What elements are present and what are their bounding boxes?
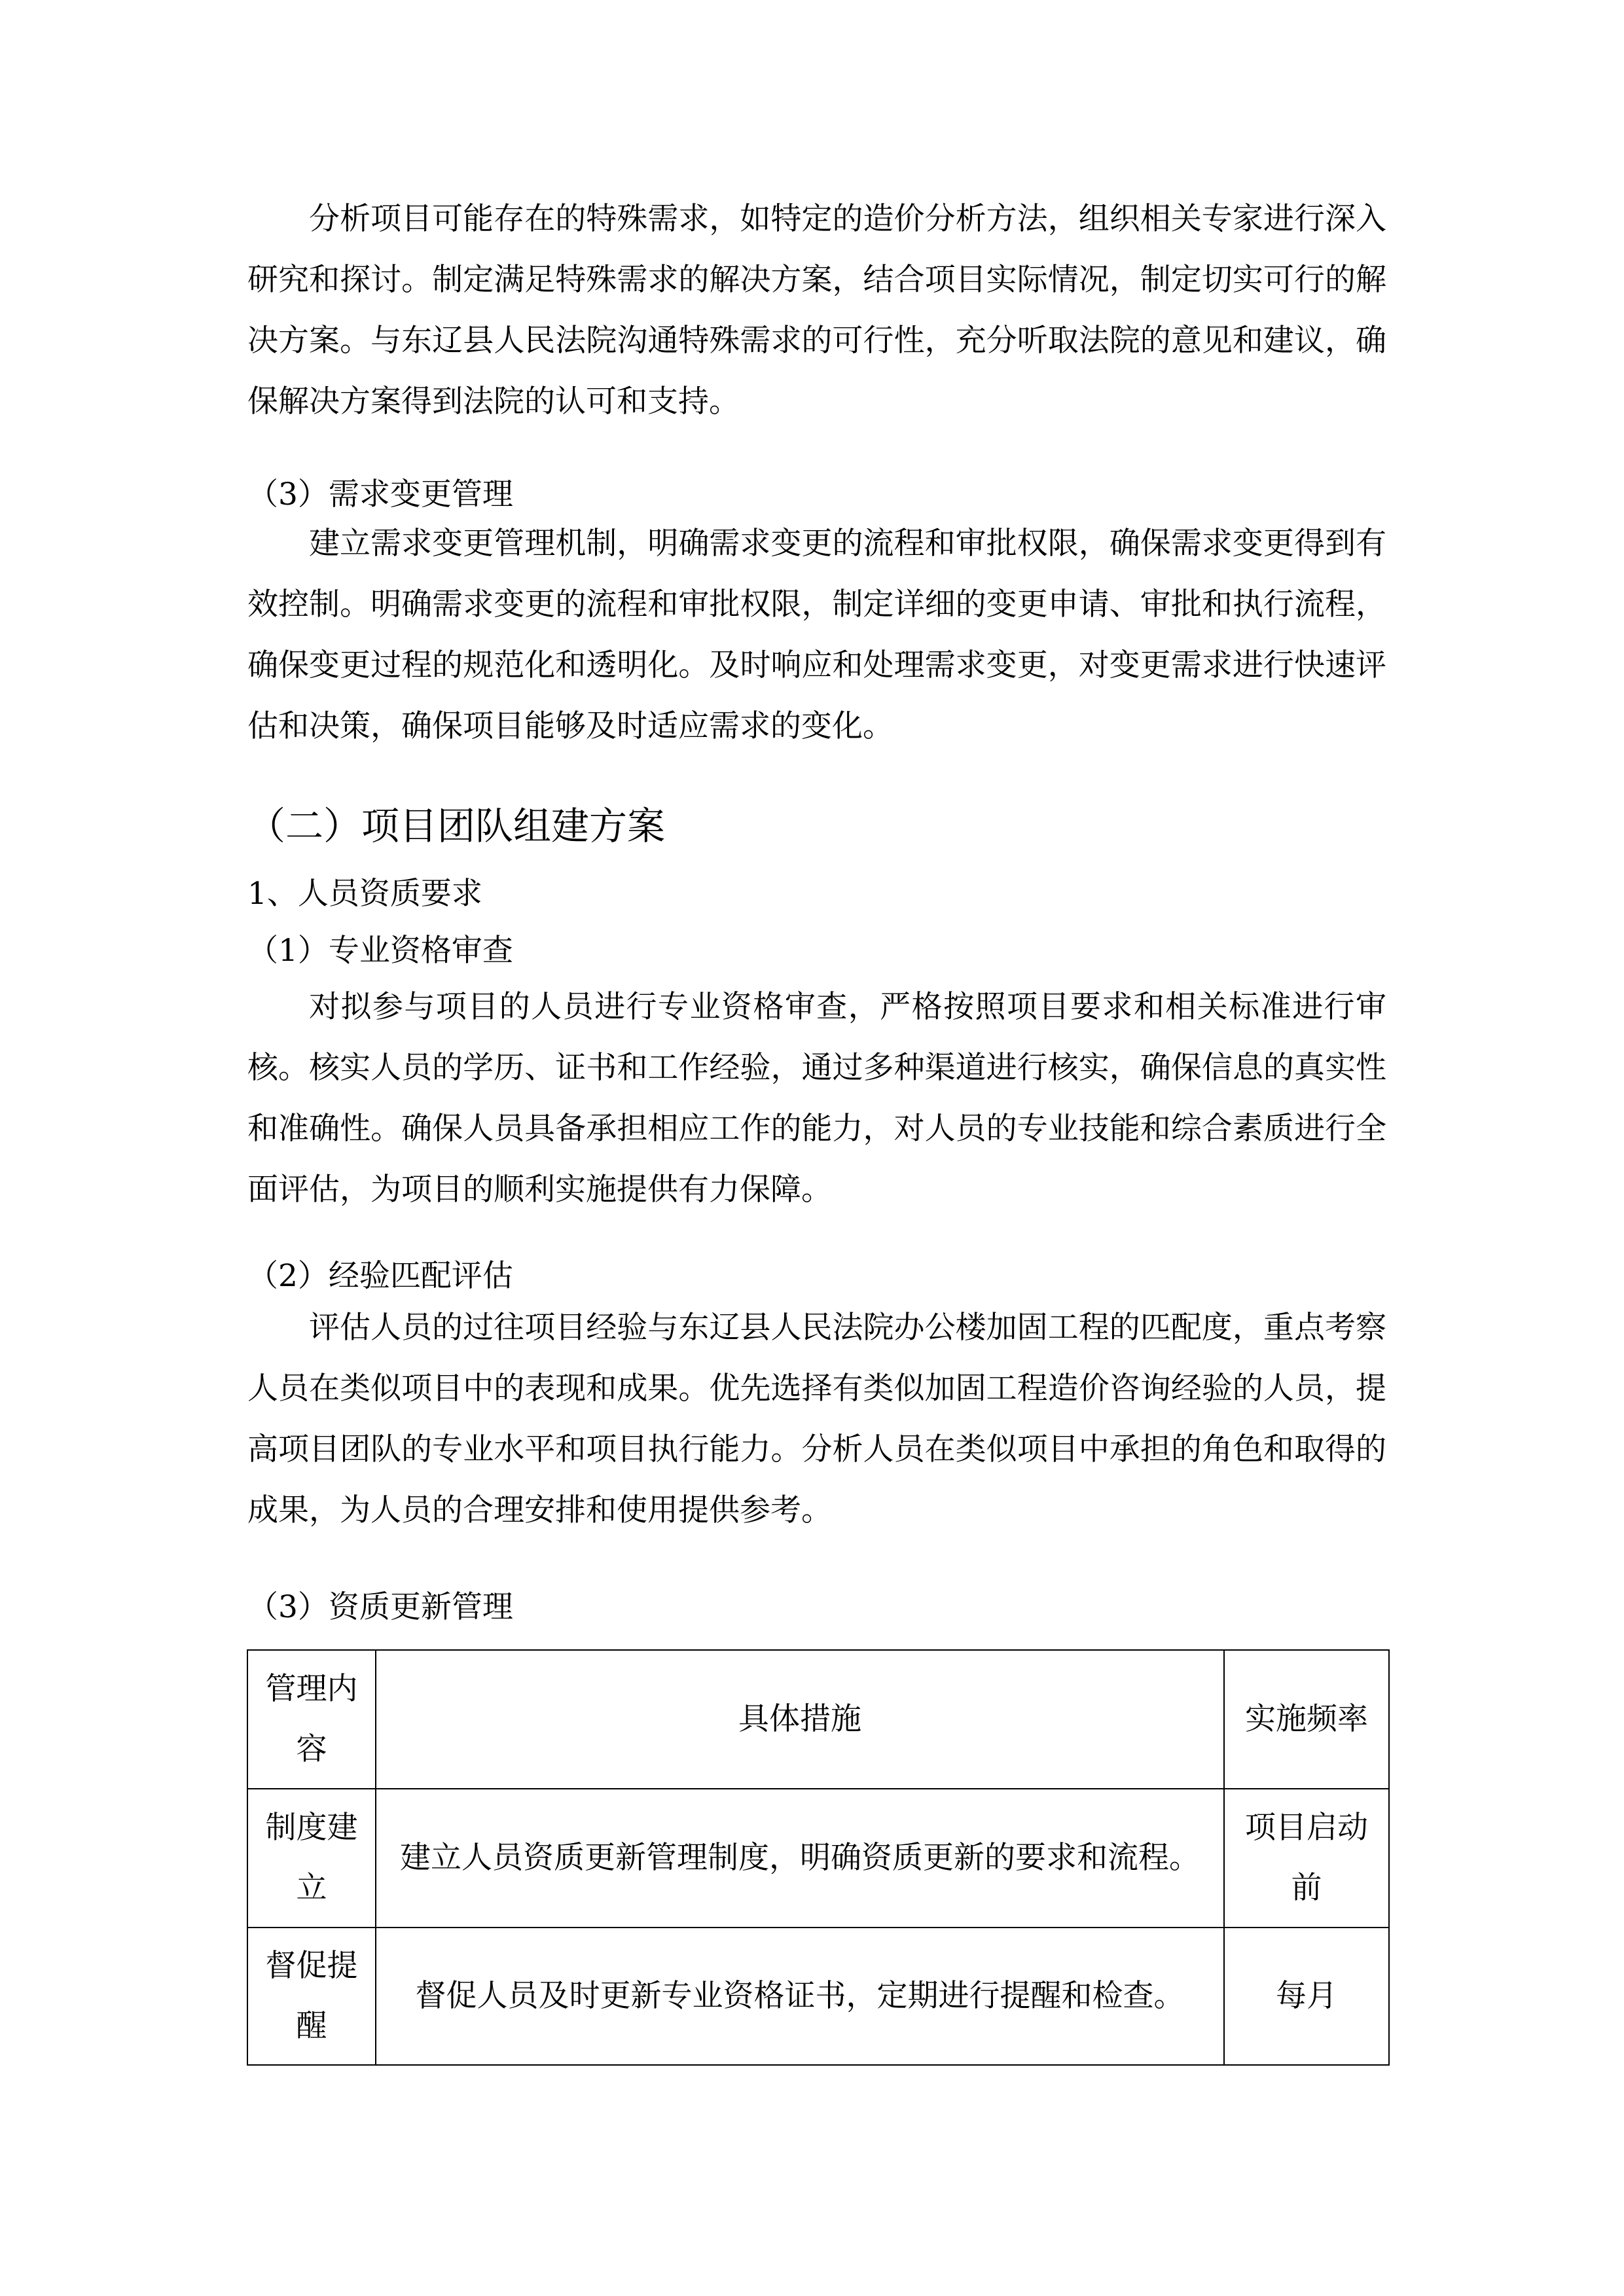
table-row: [247, 1928, 1389, 2065]
section-title: （二）项目团队组建方案: [247, 804, 666, 848]
paragraph-qualification-review: 对拟参与项目的人员进行专业资格审查，严格按照项目要求和相关标准进行审核。核实人员的学历、证书和工作经验，通过多种渠道进行核实，确保信息的真实性和准确性。确保人员具备承担相应工作的能力，对人员的专业技能和综合素质进行全面评估，为项目的顺利实施提供有力保障。: [247, 989, 1386, 1208]
table-header-row: [247, 1650, 1389, 1789]
table-header-cell: 管理内容: [247, 1650, 376, 1789]
heading-qualification-review: （1）专业资格审查: [247, 933, 513, 969]
qualification-update-table: [247, 1649, 1390, 2066]
table-cell: 每月: [1224, 1928, 1389, 2065]
heading-change-management: （3）需求变更管理: [247, 476, 513, 512]
paragraph-special-needs: 分析项目可能存在的特殊需求，如特定的造价分析方法，组织相关专家进行深入研究和探讨。制定满足特殊需求的解决方案，结合项目实际情况，制定切实可行的解决方案。与东辽县人民法院沟通特殊需求的可行性，充分听取法院的意见和建议，确保解决方案得到法院的认可和支持。: [247, 201, 1386, 420]
table-cell: 项目启动前: [1224, 1789, 1389, 1928]
heading-qualification-update: （3）资质更新管理: [247, 1589, 513, 1625]
table-cell: 督促人员及时更新专业资格证书，定期进行提醒和检查。: [376, 1928, 1224, 2065]
table-header-cell: 具体措施: [376, 1650, 1224, 1789]
subsection-title: 1、人员资质要求: [247, 876, 482, 912]
table-cell: 制度建立: [247, 1789, 376, 1928]
heading-experience-match: （2）经验匹配评估: [247, 1258, 513, 1294]
table-cell: 建立人员资质更新管理制度，明确资质更新的要求和流程。: [376, 1789, 1224, 1928]
table-header-cell: 实施频率: [1224, 1650, 1389, 1789]
paragraph-change-management: 建立需求变更管理机制，明确需求变更的流程和审批权限，确保需求变更得到有效控制。明确需求变更的流程和审批权限，制定详细的变更申请、审批和执行流程，确保变更过程的规范化和透明化。及时响应和处理需求变更，对变更需求进行快速评估和决策，确保项目能够及时适应需求的变化。: [247, 526, 1386, 744]
paragraph-experience-match: 评估人员的过往项目经验与东辽县人民法院办公楼加固工程的匹配度，重点考察人员在类似项目中的表现和成果。优先选择有类似加固工程造价咨询经验的人员，提高项目团队的专业水平和项目执行能力。分析人员在类似项目中承担的角色和取得的成果，为人员的合理安排和使用提供参考。: [247, 1310, 1386, 1528]
table-row: [247, 1789, 1389, 1928]
table-cell: 督促提醒: [247, 1928, 376, 2065]
